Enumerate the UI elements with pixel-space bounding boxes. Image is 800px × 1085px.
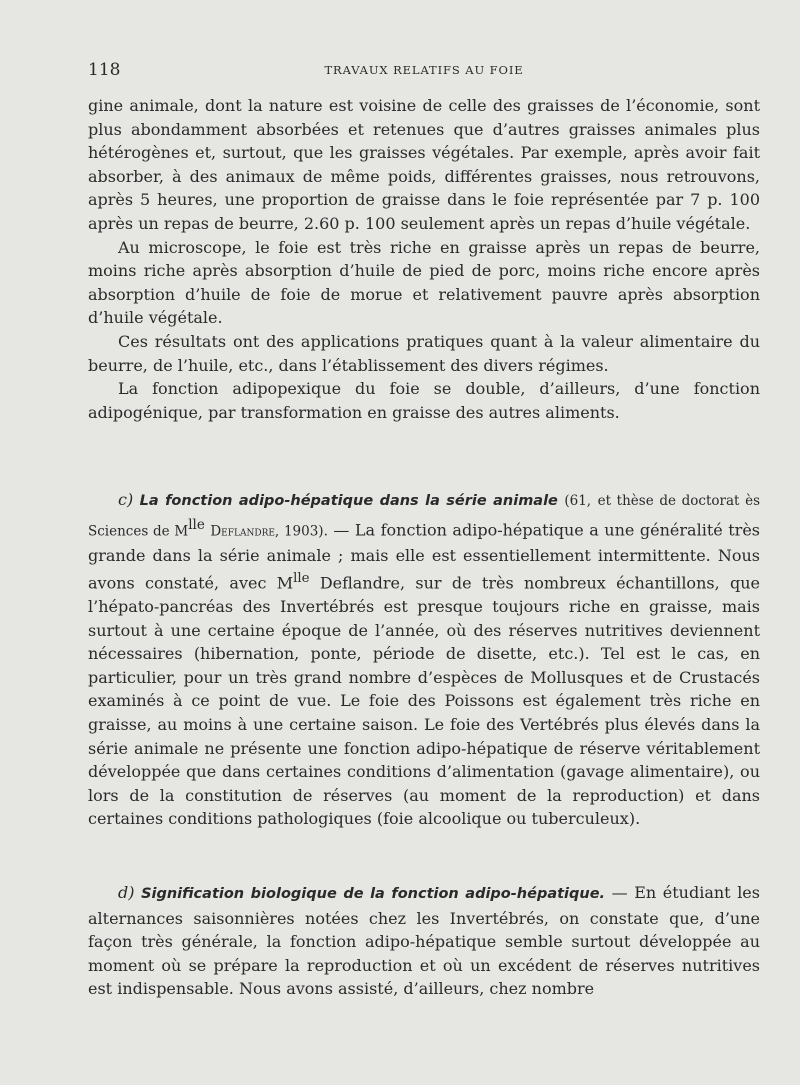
section-c-ref-sup: lle [188,516,205,533]
section-d [88,881,760,1001]
section-c-heading: La fonction adipo-hépatique dans la série animale [139,493,558,509]
section-c-letter: c) [118,490,134,509]
section-d-heading: Signification biologique de la fonction adipo-hépatique. [141,886,606,902]
paragraph: gine animale, dont la nature est voisine de celle des graisses de l’économie, sont plus abondamment absorbées et retenues que d’autres graisses animales plus hétérogènes et, surtout, que les graisses végétales. Par exemple, après avoir fait absorber, à des animaux de même poids, différentes graisses, nous retrouvons, après 5 heures, une proportion de graisse dans le foie représentée par 7 p. 100 après un repas de beurre, 2.60 p. 100 seulement après un repas d’huile végétale. [88,96,760,233]
section-c-paragraph [88,488,760,831]
page-number: 118 [88,60,121,80]
running-title: TRAVAUX RELATIFS AU FOIE [324,63,524,77]
section-c [88,488,760,831]
section-d-body: En étudiant les alternances saisonnières notées chez les Invertébrés, on constate que, d’une façon très générale, la fonction adipo-hépatique semble surtout développée au moment où se prépare la reproduction et où un excédent de réserves nutritives est indispensable. Nous avons assisté, d’ailleurs, chez nombre [88,883,760,999]
paragraph: Ces résultats ont des applications pratiques quant à la valeur alimentaire du beurre, de l’huile, etc., dans l’établissement des divers régimes. [88,331,760,375]
paragraph: La fonction adipopexique du foie se double, d’ailleurs, d’une fonction adipogénique, par transformation en graisse des autres aliments. [88,379,760,422]
section-c-ref-open: (61, [564,493,592,509]
section-d-dash: — [605,883,635,902]
section-c-dash: — [327,519,355,539]
section-c-ref-note: et thèse de doctorat ès Sciences de M [88,493,761,539]
running-head [88,60,760,84]
section-c-ref-year: , 1903). [274,522,328,539]
section-d-paragraph [88,881,760,1001]
section-c-body-rest: Deflandre, sur de très nombreux échantillons, que l’hépato-pancréas des Invertébrés est presque toujours riche en graisse, mais surtout à une certaine époque de l’année, où des réserves nutritives deviennent nécessaires (hibernation, ponte, période de disette, etc.). Tel est le cas, en particulier, pour un très grand nombre d’espèces de Mollusques et de Crustacés examinés à ce point de vue. Le foie des Poissons est également très riche en graisse, au moins à une certaine saison. Le foie des Vertébrés plus élevés dans la série animale ne présente une fonction adipo-hépatique de réserve véritablement développée que dans certaines conditions d’alimentation (gavage alimentaire), ou lors de la constitution de réserves (au moment de la reproduction) et dans certaines conditions pathologiques (foie alcoolique ou tuberculeux). [88,573,760,829]
section-d-letter: d) [118,883,135,902]
section-c-body-sup: lle [293,571,310,587]
section-c-body-start: La fonction adipo-hépatique a une généralité très grande dans la série animale ; mais elle est essentiellement intermittente. Nous avons constaté, avec M [88,519,760,593]
section-c-ref-author: Deflandre [210,522,275,539]
paragraph: Au microscope, le foie est très riche en graisse après un repas de beurre, moins riche après absorption d’huile de pied de porc, moins riche encore après absorption d’huile de foie de morue et relativement pauvre après absorption d’huile végétale. [88,237,760,328]
top-text-block [88,94,760,424]
